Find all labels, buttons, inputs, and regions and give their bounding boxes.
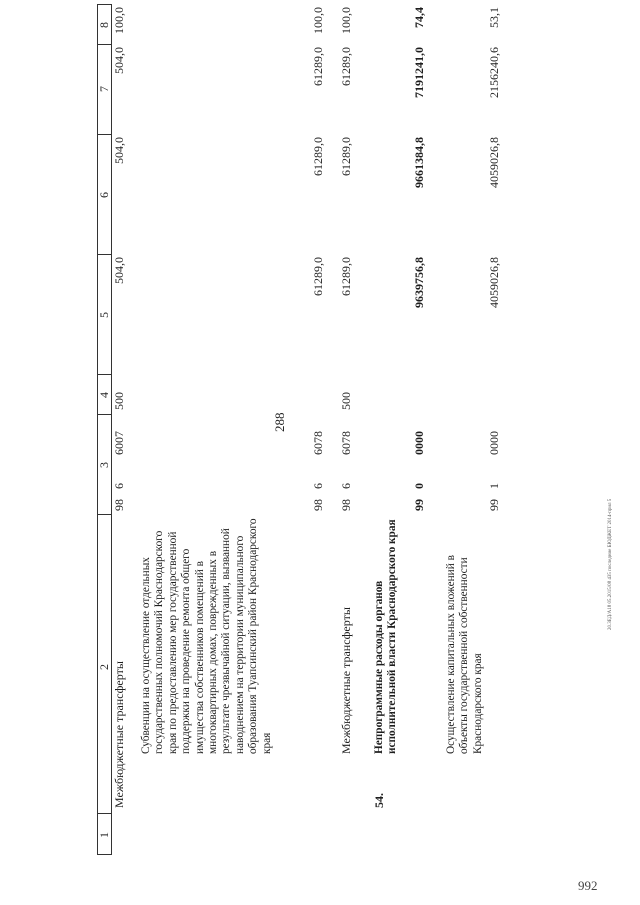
row-code-c: 6078	[339, 431, 353, 455]
row-value-8: 100,0	[112, 7, 126, 34]
col-border	[97, 4, 112, 5]
col-border	[97, 514, 112, 515]
row-code-c: 6078	[311, 431, 325, 455]
row-code-b: 1	[487, 483, 501, 489]
row-name: Осуществление капитальных вложений в объекты государственной собственности Краснодарского края	[445, 555, 484, 754]
header-col-8: 8	[97, 22, 111, 28]
header-col-5: 5	[97, 312, 111, 318]
row-code-b: 0	[412, 483, 426, 489]
row-code-b: 6	[112, 483, 126, 489]
col-border	[97, 374, 112, 375]
header-col-1: 1	[97, 832, 111, 838]
row-number: 54.	[372, 793, 386, 808]
col-border	[97, 854, 112, 855]
row-value-7: 61289,0	[311, 47, 325, 86]
header-top-line	[97, 5, 98, 855]
row-value-8: 53,1	[487, 7, 501, 28]
row-value-5: 61289,0	[311, 257, 325, 296]
row-code-a: 98	[112, 499, 126, 511]
header-col-3: 3	[97, 462, 111, 468]
row-value-8: 100,0	[311, 7, 325, 34]
header-col-7: 7	[97, 86, 111, 92]
row-code-a: 99	[412, 499, 426, 511]
header-col-2: 2	[97, 664, 111, 670]
row-value-6: 4059026,8	[487, 137, 501, 188]
row-code-a: 99	[487, 499, 501, 511]
col-border	[97, 44, 112, 45]
row-value-6: 61289,0	[339, 137, 353, 176]
row-value-7: 61289,0	[339, 47, 353, 86]
row-code-4: 500	[339, 392, 353, 410]
row-value-7: 7191241,0	[412, 47, 426, 98]
row-code-c: 6007	[112, 431, 126, 455]
row-code-c: 0000	[412, 431, 426, 455]
file-reference-note: 20.3ЕД/А18 05.2015/08 435 последние БЮДЖЕТ 2014-прил 5	[608, 498, 613, 630]
col-border	[97, 813, 112, 814]
row-value-6: 9661384,8	[412, 137, 426, 188]
col-border	[97, 254, 112, 255]
row-value-5: 9639756,8	[412, 257, 426, 308]
row-value-7: 2156240,6	[487, 47, 501, 98]
row-value-6: 61289,0	[311, 137, 325, 176]
row-value-5: 4059026,8	[487, 257, 501, 308]
row-name: Субвенции на осуществление отдельных государственных полномочий Краснодарского края по предоставлению мер государственной поддержки на проведение ремонта общего имущества собственников помещений в многоквартирных домах, поврежденных в результате чрезвычайной ситуации, вызванной наводнением на территории муниципального образования Туапсинский район Краснодарского края	[140, 518, 273, 754]
row-code-4: 500	[112, 392, 126, 410]
row-code-a: 98	[311, 499, 325, 511]
header-col-6: 6	[97, 192, 111, 198]
row-code-b: 6	[339, 483, 353, 489]
row-value-8: 100,0	[339, 7, 353, 34]
row-value-6: 504,0	[112, 137, 126, 164]
row-code-c: 0000	[487, 431, 501, 455]
row-code-b: 6	[311, 483, 325, 489]
row-name: Непрограммные расходы органов исполнительной власти Краснодарского края	[373, 519, 399, 754]
sheet-number: 992	[578, 878, 598, 893]
row-value-5: 61289,0	[339, 257, 353, 296]
col-border	[97, 414, 112, 415]
row-value-8: 74,4	[412, 7, 426, 28]
row-name: Межбюджетные трансферты	[112, 661, 126, 808]
row-name: Межбюджетные трансферты	[339, 607, 353, 754]
page-number: 288	[272, 412, 287, 432]
row-code-a: 98	[339, 499, 353, 511]
row-value-7: 504,0	[112, 47, 126, 74]
col-border	[97, 134, 112, 135]
row-value-5: 504,0	[112, 257, 126, 284]
header-col-4: 4	[97, 392, 111, 398]
